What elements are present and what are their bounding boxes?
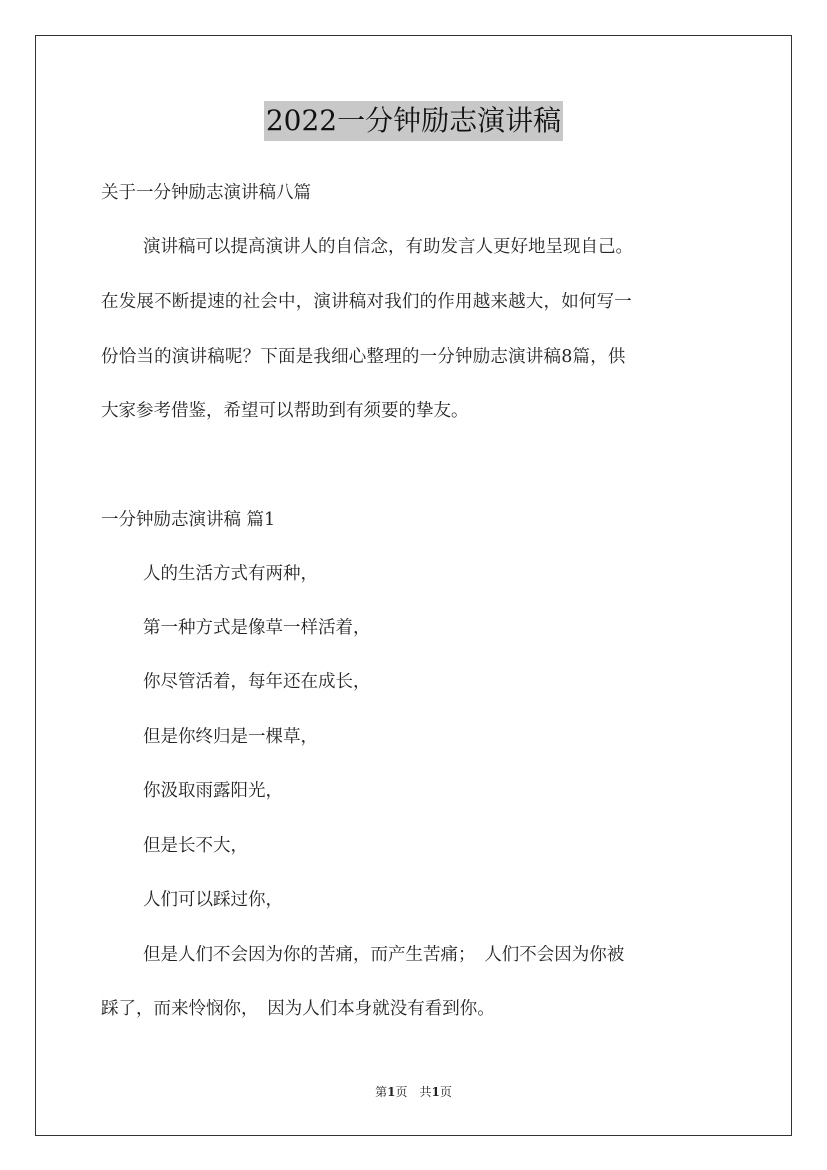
- poem-line-6: 但是长不大，: [143, 836, 248, 856]
- intro-line-4: 大家参考借鉴，希望可以帮助到有须要的挚友。: [101, 401, 469, 421]
- footer-page-total: 1: [431, 1085, 440, 1099]
- poem-line-8: 但是人们不会因为你的苦痛，而产生苦痛； 人们不会因为你被: [143, 945, 625, 965]
- document-subtitle: 关于一分钟励志演讲稿八篇: [101, 183, 311, 203]
- footer-page-mid: 页 共: [395, 1085, 432, 1099]
- poem-line-5: 你汲取雨露阳光，: [143, 781, 283, 801]
- footer-page-current: 1: [387, 1085, 396, 1099]
- intro-line-1: 演讲稿可以提高演讲人的自信念，有助发言人更好地呈现自己。: [143, 237, 633, 257]
- footer-page-prefix: 第: [375, 1085, 388, 1099]
- poem-line-2: 第一种方式是像草一样活着，: [143, 618, 371, 638]
- poem-line-7: 人们可以踩过你，: [143, 890, 283, 910]
- intro-line-2: 在发展不断提速的社会中，演讲稿对我们的作用越来越大，如何写一: [101, 292, 632, 312]
- page-footer: [0, 1084, 827, 1100]
- poem-line-1: 人的生活方式有两种，: [143, 564, 318, 584]
- title-container: [0, 101, 827, 141]
- poem-line-4: 但是你终归是一棵草，: [143, 727, 318, 747]
- footer-page-suffix: 页: [439, 1085, 452, 1099]
- intro-line-3: 份恰当的演讲稿呢？下面是我细心整理的一分钟励志演讲稿8篇，供: [101, 347, 626, 367]
- document-title: 2022一分钟励志演讲稿: [264, 101, 563, 141]
- section-heading: 一分钟励志演讲稿 篇1: [101, 510, 276, 530]
- poem-line-9: 踩了，而来怜悯你， 因为人们本身就没有看到你。: [101, 999, 495, 1019]
- poem-line-3: 你尽管活着，每年还在成长，: [143, 672, 371, 692]
